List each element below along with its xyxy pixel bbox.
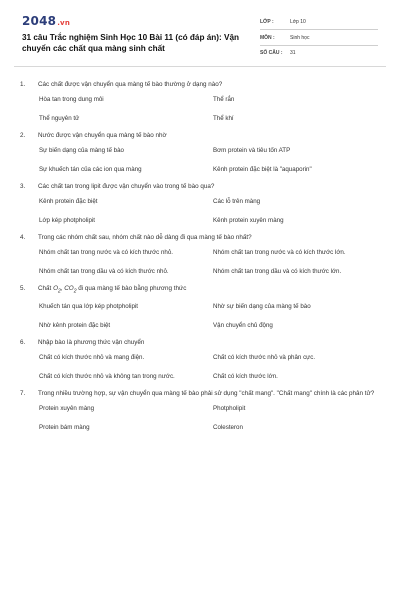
page-title: 31 câu Trắc nghiệm Sinh Học 10 Bài 11 (có đáp án): Vận chuyển các chất qua màng sinh chất	[22, 33, 240, 53]
question-7	[20, 389, 382, 432]
meta-row-subject	[260, 33, 378, 43]
meta-divider	[260, 45, 378, 46]
answer-option[interactable]: Kênh protein đặc biệt là "aquaporin"	[213, 166, 312, 173]
answer-option[interactable]: Vận chuyển chủ động	[213, 322, 273, 330]
answer-option[interactable]: Colesteron	[213, 424, 243, 432]
site-logo[interactable]	[22, 14, 247, 28]
header-divider	[14, 66, 386, 67]
question-number: 2.	[20, 132, 26, 139]
question-text: Trong các nhóm chất sau, nhóm chất nào dễ dàng đi qua màng tế bào nhất?	[38, 234, 252, 241]
question-number: 7.	[20, 390, 26, 398]
answer-option[interactable]: Sự biến dạng của màng tế bào	[39, 147, 124, 154]
answer-option[interactable]: Bơm protein và tiêu tốn ATP	[213, 147, 291, 154]
question-number: 6.	[20, 339, 26, 347]
question-5	[20, 284, 382, 330]
logo-suffix: .vn	[57, 19, 71, 27]
meta-divider	[260, 29, 378, 30]
question-text: Các chất tan trong lipit được vận chuyển vào trong tế bào qua?	[38, 183, 215, 190]
answer-option[interactable]: Chất có kích thước nhỏ và không tan trong nước.	[39, 373, 175, 381]
logo-main: 2048	[22, 14, 57, 28]
question-number: 1.	[20, 81, 26, 88]
formula-o2	[53, 285, 61, 295]
meta-row-count	[260, 48, 378, 58]
meta-label: LỚP :	[260, 19, 274, 25]
answer-grid	[39, 302, 382, 330]
question-number: 5.	[20, 285, 26, 292]
answer-grid	[39, 197, 382, 225]
answer-option[interactable]: Kênh protein đặc biệt	[39, 198, 98, 205]
answer-option[interactable]: Lớp kép photpholipit	[39, 217, 96, 224]
answer-option[interactable]: Nhóm chất tan trong dầu và có kích thước nhỏ.	[39, 268, 169, 275]
answer-grid	[39, 146, 382, 174]
meta-value: Sinh học	[290, 34, 310, 41]
answer-option[interactable]: Chất có kích thước nhỏ và mang điện.	[39, 354, 145, 362]
answer-option[interactable]: Thể nguyên tử	[39, 115, 80, 122]
formula-subscript: 2	[57, 288, 61, 295]
answer-option[interactable]: Chất có kích thước nhỏ và phân cực.	[213, 354, 316, 362]
text-after: đi qua màng tế bào bằng phương thức	[76, 285, 187, 292]
text-before: Chất	[38, 285, 54, 292]
question-3	[20, 182, 382, 225]
answer-option[interactable]: Nhóm chất tan trong nước và có kích thước lớn.	[213, 249, 346, 256]
formula-co2	[64, 285, 77, 295]
meta-label: SỐ CÂU :	[260, 50, 283, 57]
answer-option[interactable]: Nhờ sự biến dạng của màng tế bào	[213, 303, 311, 311]
meta-box	[260, 14, 378, 62]
formula-symbol: O	[53, 285, 58, 292]
answer-option[interactable]: Sự khuếch tán của các ion qua màng	[39, 166, 142, 173]
answer-option[interactable]: Hòa tan trong dung môi	[39, 96, 104, 103]
formula-symbol: CO	[64, 285, 74, 292]
meta-row-class	[260, 17, 378, 27]
answer-option[interactable]: Khuếch tán qua lớp kép photpholipit	[39, 303, 139, 311]
answer-option[interactable]: Các lỗ trên màng	[213, 198, 261, 205]
question-header	[20, 182, 382, 191]
question-2	[20, 131, 382, 174]
meta-value: 31	[290, 50, 296, 57]
answer-option[interactable]: Photpholipit	[213, 405, 246, 413]
question-header	[20, 338, 382, 347]
text-separator: ,	[60, 285, 65, 292]
question-text: Trong nhiều trường hợp, sự vận chuyển qua màng tế bào phải sử dụng "chất mang". "Chất mang" chính là các phân tử?	[38, 390, 375, 398]
meta-value: Lớp 10	[290, 19, 306, 25]
answer-option[interactable]: Nhóm chất tan trong nước và có kích thước nhỏ.	[39, 249, 174, 256]
meta-label: MÔN :	[260, 34, 275, 41]
question-4	[20, 233, 382, 276]
question-number: 3.	[20, 183, 26, 190]
question-header	[20, 284, 382, 296]
question-1	[20, 80, 382, 123]
question-header	[20, 80, 382, 89]
answer-option[interactable]: Protein xuyên màng	[39, 405, 95, 413]
answer-option[interactable]: Protein bám màng	[39, 424, 90, 432]
page-header	[0, 0, 400, 62]
question-text: Nước được vận chuyển qua màng tế bào nhờ	[38, 132, 167, 139]
formula-subscript: 2	[73, 288, 77, 295]
answer-grid	[39, 353, 382, 381]
question-6	[20, 338, 382, 381]
answer-grid	[39, 404, 382, 432]
question-text	[38, 284, 382, 296]
answer-option[interactable]: Thể khí	[213, 115, 234, 122]
question-text: Các chất được vận chuyển qua màng tế bào thường ở dạng nào?	[38, 81, 223, 88]
question-number: 4.	[20, 234, 26, 241]
answer-grid	[39, 95, 382, 123]
answer-option[interactable]: Chất có kích thước lớn.	[213, 373, 278, 381]
header-left	[22, 14, 247, 62]
answer-option[interactable]: Nhóm chất tan trong dầu và có kích thước lớn.	[213, 268, 342, 275]
question-header	[20, 131, 382, 140]
answer-grid	[39, 248, 382, 276]
answer-option[interactable]: Kênh protein xuyên màng	[213, 217, 284, 224]
question-header	[20, 233, 382, 242]
question-text: Nhập bào là phương thức vận chuyển	[38, 339, 145, 347]
answer-option[interactable]: Thể rắn	[213, 96, 235, 103]
question-list	[20, 80, 382, 440]
answer-option[interactable]: Nhờ kênh protein đặc biệt	[39, 322, 111, 330]
question-header	[20, 389, 382, 398]
